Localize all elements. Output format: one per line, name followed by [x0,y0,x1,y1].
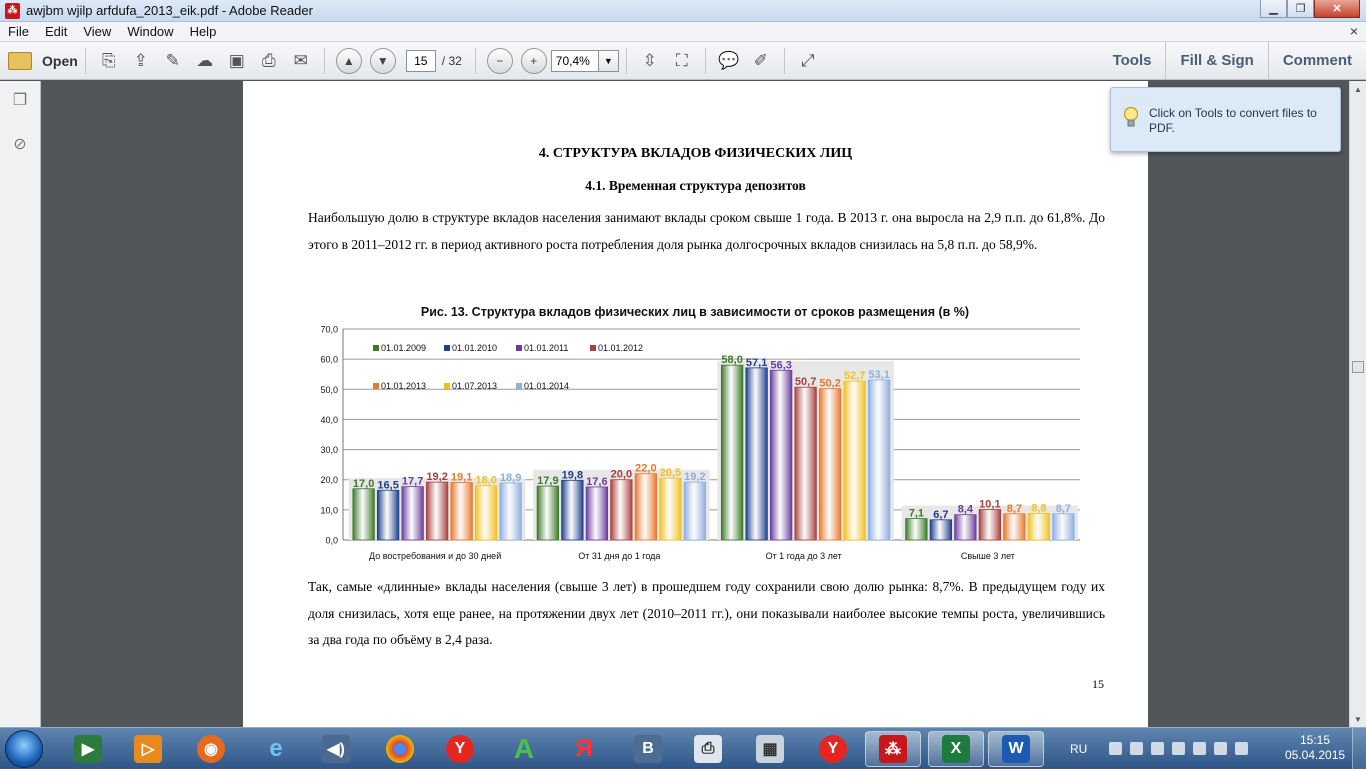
data-label: 19,2 [684,471,706,484]
legend-label: 01.01.2012 [598,343,644,353]
page-thumbnails-icon[interactable]: ❐ [12,92,28,109]
bar [353,489,375,540]
paragraph: Наибольшую долю в структуре вкладов населения занимают вклады сроком свыше 1 года. В 2013 г. она выросла на 2,9 п.п. до 61,8%. До этого в 2011–2012 гг. в период активного роста потребления доля рынка долгосрочных вкладов снизилась на 5,8 п.п. до 58,9%. [308,210,1105,252]
y-tick-label: 20,0 [320,475,338,486]
bar [377,490,399,540]
y-tick-label: 40,0 [320,414,338,425]
menu-edit[interactable]: Edit [44,24,68,39]
bar [721,365,743,540]
subsection-heading: 4.1. Временная структура депозитов [585,178,806,193]
window-title: awjbm wjilp arfdufa_2013_eik.pdf - Adobe Reader [26,3,313,18]
firefox-icon[interactable]: ◉ [183,731,239,767]
bar [402,487,424,540]
media-center-icon[interactable]: ▶ [60,731,116,767]
next-page-button[interactable]: ▼ [370,48,396,74]
fit-page-icon[interactable]: ⇳ [642,50,657,70]
attachments-icon[interactable]: ⊘ [13,136,27,153]
bar [1004,514,1026,540]
chart-title: Рис. 13. Структура вкладов физических лиц в зависимости от сроков размещения (в %) [420,305,970,319]
lightbulb-icon [1123,106,1139,130]
data-label: 17,0 [352,477,375,490]
data-label: 17,6 [586,475,608,488]
y-tick-label: 30,0 [320,445,338,456]
separator [705,48,706,74]
data-label: 57,1 [745,356,768,369]
bar [684,482,706,540]
page-number: 15 [1092,677,1104,691]
menu-bar [0,22,1366,42]
menu-window[interactable]: Window [127,24,174,39]
legend-label: 01.01.2013 [381,381,427,391]
zoom-dropdown-icon[interactable]: ▼ [599,50,619,72]
data-label: 17,9 [537,475,559,488]
y-tick-label: 0,0 [325,535,338,546]
scroll-thumb[interactable] [1352,361,1364,373]
sync-icon[interactable] [1109,742,1122,755]
internet-explorer-icon[interactable]: e [269,735,283,762]
word-icon[interactable]: W [988,731,1044,767]
start-button[interactable] [5,730,43,768]
data-label: 10,1 [979,498,1001,511]
right-panel-links [1099,42,1366,80]
legend-label: 01.07.2013 [452,381,498,391]
menu-view[interactable]: View [83,24,112,39]
tools-tooltip[interactable] [1110,87,1341,152]
cloud-upload-icon[interactable]: ☁ [196,50,214,70]
yandex-browser-icon[interactable]: Y [432,731,488,767]
data-label: 20,0 [610,468,633,481]
bar [451,482,473,540]
data-label: 8,7 [1055,502,1072,515]
bar [770,370,792,540]
bar [500,483,522,540]
scroll-up-icon[interactable]: ▲ [1354,84,1362,94]
chrome-icon[interactable] [372,731,428,767]
menu-file[interactable]: File [8,24,29,39]
legend-marker [444,345,450,351]
bar [562,480,584,540]
calculator-icon[interactable]: ▦ [742,731,798,767]
data-label: 6,7 [933,508,949,521]
bar [746,368,768,540]
scanner-icon[interactable]: ⎙ [680,731,736,767]
tooltip-text: Click on Tools to convert files to PDF. [1149,106,1317,135]
legend-marker [516,383,522,389]
bar [660,478,682,540]
open-label: Open [42,52,78,69]
separator [784,48,785,74]
highlight-icon[interactable]: ✐ [753,50,768,70]
bar [819,389,841,540]
data-label: 20,5 [659,467,682,480]
zoom-out-button[interactable]: − [487,48,513,74]
volume-icon[interactable]: ◀) [308,731,364,767]
bar [537,486,559,540]
data-label: 19,8 [561,469,584,482]
title-bar [0,0,1366,22]
separator [475,48,476,74]
excel-icon[interactable]: X [928,731,984,767]
notification-icon[interactable] [1172,742,1185,755]
x-tick-label: Свыше 3 лет [960,551,1015,561]
legend-label: 01.01.2011 [524,343,569,353]
data-label: 18,9 [499,472,522,485]
signal-icon[interactable] [1235,742,1248,755]
x-tick-label: От 31 дня до 1 года [578,551,661,561]
y-tick-label: 60,0 [320,354,338,365]
data-label: 8,8 [1031,502,1047,515]
data-label: 53,1 [868,368,890,381]
adobe-reader-icon[interactable]: ⁂ [865,731,921,767]
pdf-page [243,81,1148,727]
x-tick-label: От 1 года до 3 лет [765,551,842,561]
bar [906,519,928,540]
data-label: 8,7 [1006,502,1023,515]
data-label: 19,2 [426,471,448,484]
data-label: 8,4 [957,503,974,516]
open-button[interactable] [8,52,78,70]
tools-link[interactable]: Tools [1112,52,1152,69]
data-label: 16,5 [377,479,399,492]
data-label: 50,7 [794,376,817,389]
menu-help[interactable]: Help [189,24,217,39]
taskbar [0,727,1366,768]
window-controls [1260,0,1360,18]
section-heading: 4. СТРУКТУРА ВКЛАДОВ ФИЗИЧЕСКИХ ЛИЦ [538,146,853,161]
create-pdf-icon[interactable]: ⎘ [101,50,116,70]
data-label: 58,0 [721,354,743,367]
legend-marker [373,383,379,389]
data-label: 17,7 [401,475,424,488]
close-document-icon[interactable]: × [1349,23,1358,39]
data-label: 22,0 [635,462,657,475]
zoom-in-button[interactable]: + [521,48,547,74]
data-label: 7,1 [908,507,925,520]
bar [611,480,633,540]
navigation-pane [0,81,41,727]
speaker-icon[interactable] [1151,742,1164,755]
bar [979,510,1001,540]
zoom-input[interactable]: 70,4% [551,50,599,72]
clock-time: 15:15 [1299,733,1331,747]
separator [85,48,86,74]
x-tick-label: До востребования и до 30 дней [369,551,502,561]
data-label: 19,1 [450,471,473,484]
system-tray [1070,728,1252,769]
legend-marker [516,345,522,351]
email-icon[interactable]: ✉ [293,50,308,70]
bar [426,482,448,540]
fill-sign-link[interactable]: Fill & Sign [1165,42,1267,80]
yandex-icon[interactable]: Я [575,735,593,762]
data-label: 50,2 [819,377,841,390]
bar [795,387,817,540]
bar [930,520,952,540]
bar [1053,514,1075,540]
paragraph: Так, самые «длинные» вклады населения (свыше 3 лет) в прошедшем году сохранили свою долю рынка: 8,7%. В предыдущем году их доля снизилась, хотя еще ранее, на протяжении двух лет (2010–2011 гг.), они показывали наиболее высокие темпы роста, увеличившись за два года по объёму в 2,4 раза. [308,579,1105,647]
clock-date: 05.04.2015 [1285,748,1346,762]
bluetooth-icon[interactable] [1193,742,1206,755]
y-tick-label: 50,0 [320,384,338,395]
legend-marker [373,345,379,351]
close-button[interactable]: ✕ [1314,0,1360,18]
page-total: / 32 [441,53,462,68]
legend-label: 01.01.2014 [524,381,570,391]
minimize-button[interactable]: ▁ [1260,0,1287,18]
green-a-icon[interactable]: A [513,733,535,764]
page-number-input[interactable]: 15 [406,50,436,72]
previous-page-button[interactable]: ▲ [336,48,362,74]
full-screen-icon[interactable]: ⤢ [800,50,815,70]
pdf-icon: ⁂ [5,3,20,19]
separator [626,48,627,74]
bar [868,380,890,540]
bar [955,515,977,540]
language-indicator[interactable]: RU [1070,741,1088,756]
scroll-down-icon[interactable]: ▼ [1354,714,1362,724]
export-pdf-icon[interactable]: ⇪ [133,50,148,70]
folder-icon [8,52,32,70]
vk-icon[interactable]: B [620,731,676,767]
battery-icon[interactable] [1214,742,1227,755]
print-icon[interactable]: ⎙ [261,50,276,70]
maximize-button[interactable]: ❐ [1287,0,1314,18]
yandex-browser-icon[interactable]: Y [805,731,861,767]
bar [586,487,608,540]
data-label: 18,0 [475,474,497,487]
bar [1028,513,1050,540]
comment-link[interactable]: Comment [1268,42,1366,80]
clock[interactable] [1285,733,1345,763]
separator [324,48,325,74]
comment-icon[interactable]: 💬 [718,50,740,70]
network-icon[interactable] [1130,742,1143,755]
toolbar [0,42,1366,80]
show-desktop-button[interactable] [1352,728,1366,769]
legend-marker [444,383,450,389]
vertical-scrollbar[interactable] [1349,81,1366,727]
bar [475,486,497,540]
legend-marker [590,345,596,351]
bar [635,474,657,540]
media-player-icon[interactable]: ▷ [120,731,176,767]
y-tick-label: 10,0 [320,505,338,516]
save-icon[interactable]: ▣ [228,50,245,70]
bar [844,381,866,540]
legend-label: 01.01.2010 [452,343,498,353]
edit-pdf-icon[interactable]: ✎ [165,50,180,70]
fit-width-icon[interactable]: ⛶ [675,50,688,70]
legend-label: 01.01.2009 [381,343,427,353]
data-label: 52,7 [843,370,866,383]
data-label: 56,3 [770,359,792,372]
bar-chart [298,299,1088,567]
y-tick-label: 70,0 [320,324,338,335]
